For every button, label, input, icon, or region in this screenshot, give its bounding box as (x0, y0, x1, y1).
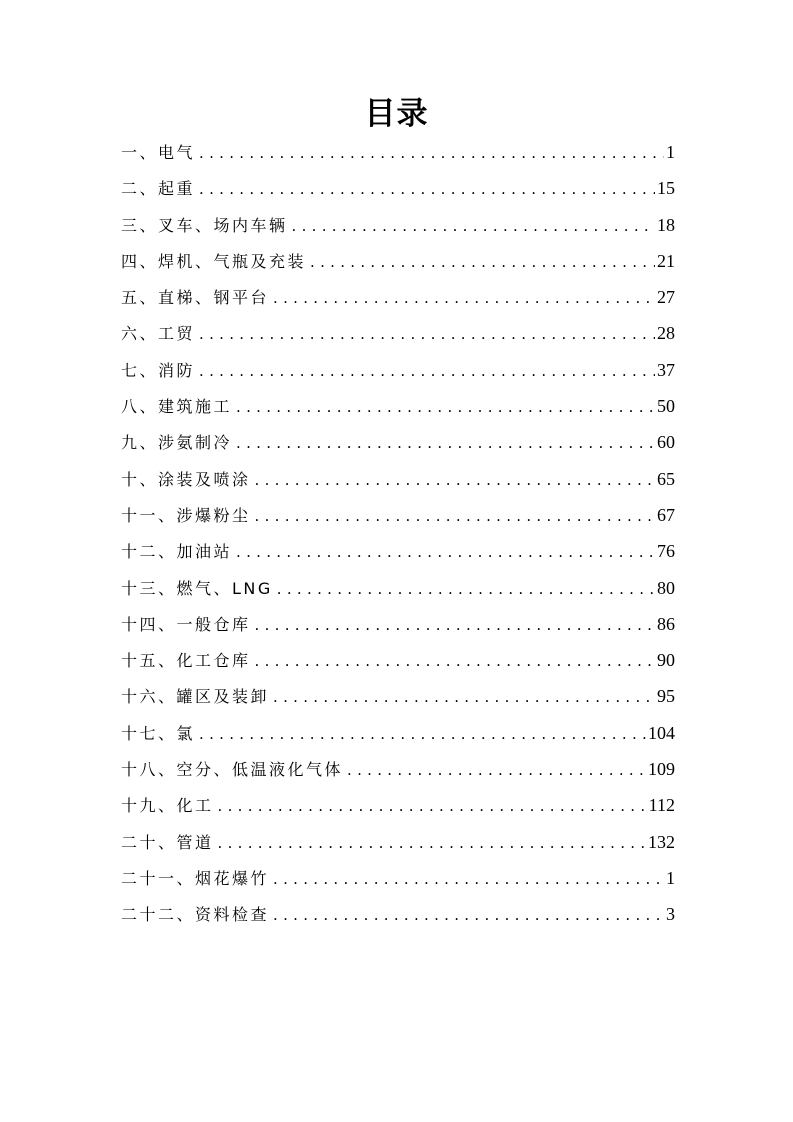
toc-entry-label: 十九、化工 (121, 796, 214, 816)
dot-leader (310, 244, 655, 280)
toc-entry-label: 十八、空分、低温液化气体 (121, 760, 344, 780)
toc-entry-page-number: 37 (657, 359, 675, 380)
dot-leader (273, 897, 664, 933)
toc-entry-22[interactable] (121, 896, 675, 932)
dot-leader (236, 389, 655, 425)
toc-entry-18[interactable] (121, 751, 675, 787)
toc-entry-label: 四、焊机、气瓶及充装 (121, 251, 307, 271)
toc-entry-page-number: 104 (648, 722, 675, 743)
toc-entry-2[interactable] (121, 170, 675, 206)
toc-entry-19[interactable] (121, 787, 675, 823)
toc-entry-label: 三、叉车、场内车辆 (121, 215, 288, 235)
toc-entry-page-number: 132 (648, 831, 675, 852)
toc-entry-20[interactable] (121, 824, 675, 860)
toc-entry-page-number: 76 (657, 541, 675, 562)
toc-entry-7[interactable] (121, 352, 675, 388)
dot-leader (277, 571, 655, 607)
toc-entry-page-number: 50 (657, 396, 675, 417)
toc-entry-page-number: 3 (666, 904, 675, 925)
toc-entry-17[interactable] (121, 715, 675, 751)
dot-leader (236, 425, 655, 461)
dot-leader (199, 353, 655, 389)
toc-entry-page-number: 80 (657, 577, 675, 598)
toc-entry-page-number: 15 (657, 178, 675, 199)
dot-leader (199, 716, 646, 752)
toc-entry-label: 一、电气 (121, 143, 196, 162)
dot-leader (218, 825, 646, 861)
toc-entry-label: 十、涂装及喷涂 (121, 469, 251, 489)
toc-entry-label: 二十二、资料检查 (121, 905, 270, 925)
toc-entry-page-number: 60 (657, 432, 675, 453)
toc-entry-label: 十三、燃气、LNG (121, 578, 273, 598)
toc-entry-11[interactable] (121, 497, 675, 533)
toc-entry-label: 二十、管道 (121, 832, 214, 852)
toc-entry-8[interactable] (121, 388, 675, 424)
toc-entry-page-number: 112 (648, 795, 675, 816)
toc-entry-21[interactable] (121, 860, 675, 896)
toc-entry-1[interactable] (121, 134, 675, 170)
toc-entry-page-number: 1 (666, 142, 675, 162)
toc-entry-label: 十二、加油站 (121, 542, 233, 562)
toc-entry-page-number: 95 (657, 686, 675, 707)
toc-entry-page-number: 90 (657, 650, 675, 671)
dot-leader (255, 498, 655, 534)
toc-entry-page-number: 1 (666, 867, 675, 888)
toc-entry-5[interactable] (121, 279, 675, 315)
toc-entry-page-number: 27 (657, 287, 675, 308)
toc-entry-3[interactable] (121, 207, 675, 243)
toc-entry-label: 八、建筑施工 (121, 397, 233, 417)
toc-entry-label: 二、起重 (121, 179, 196, 199)
toc-entry-label: 六、工贸 (121, 324, 196, 344)
toc-entry-page-number: 86 (657, 613, 675, 634)
toc-entry-label: 二十一、烟花爆竹 (121, 868, 270, 888)
dot-leader (292, 208, 655, 244)
toc-entry-label: 五、直梯、钢平台 (121, 288, 270, 308)
toc-entry-6[interactable] (121, 315, 675, 351)
table-of-contents (121, 134, 675, 933)
toc-entry-14[interactable] (121, 606, 675, 642)
dot-leader (273, 861, 664, 897)
toc-entry-label: 七、消防 (121, 360, 196, 380)
toc-entry-page-number: 67 (657, 504, 675, 525)
dot-leader (199, 171, 655, 207)
toc-entry-15[interactable] (121, 642, 675, 678)
dot-leader (199, 135, 664, 171)
toc-entry-page-number: 18 (657, 214, 675, 235)
toc-entry-page-number: 65 (657, 468, 675, 489)
toc-entry-13[interactable] (121, 570, 675, 606)
toc-entry-label: 十七、氯 (121, 723, 196, 743)
toc-entry-label: 十四、一般仓库 (121, 614, 251, 634)
dot-leader (347, 752, 646, 788)
dot-leader (273, 280, 655, 316)
dot-leader (255, 643, 655, 679)
page-title: 目录 (364, 96, 429, 132)
dot-leader (218, 788, 647, 824)
toc-entry-label: 十六、罐区及装卸 (121, 687, 270, 707)
toc-entry-label: 九、涉氨制冷 (121, 433, 233, 453)
toc-entry-page-number: 28 (657, 323, 675, 344)
dot-leader (255, 462, 655, 498)
dot-leader (199, 316, 655, 352)
toc-entry-page-number: 109 (648, 759, 675, 780)
toc-entry-4[interactable] (121, 243, 675, 279)
dot-leader (273, 679, 655, 715)
dot-leader (255, 607, 655, 643)
toc-entry-10[interactable] (121, 461, 675, 497)
toc-entry-label: 十一、涉爆粉尘 (121, 505, 251, 525)
dot-leader (236, 534, 655, 570)
toc-entry-label: 十五、化工仓库 (121, 651, 251, 671)
toc-entry-12[interactable] (121, 533, 675, 569)
toc-entry-page-number: 21 (657, 250, 675, 271)
toc-entry-9[interactable] (121, 424, 675, 460)
toc-entry-16[interactable] (121, 678, 675, 714)
